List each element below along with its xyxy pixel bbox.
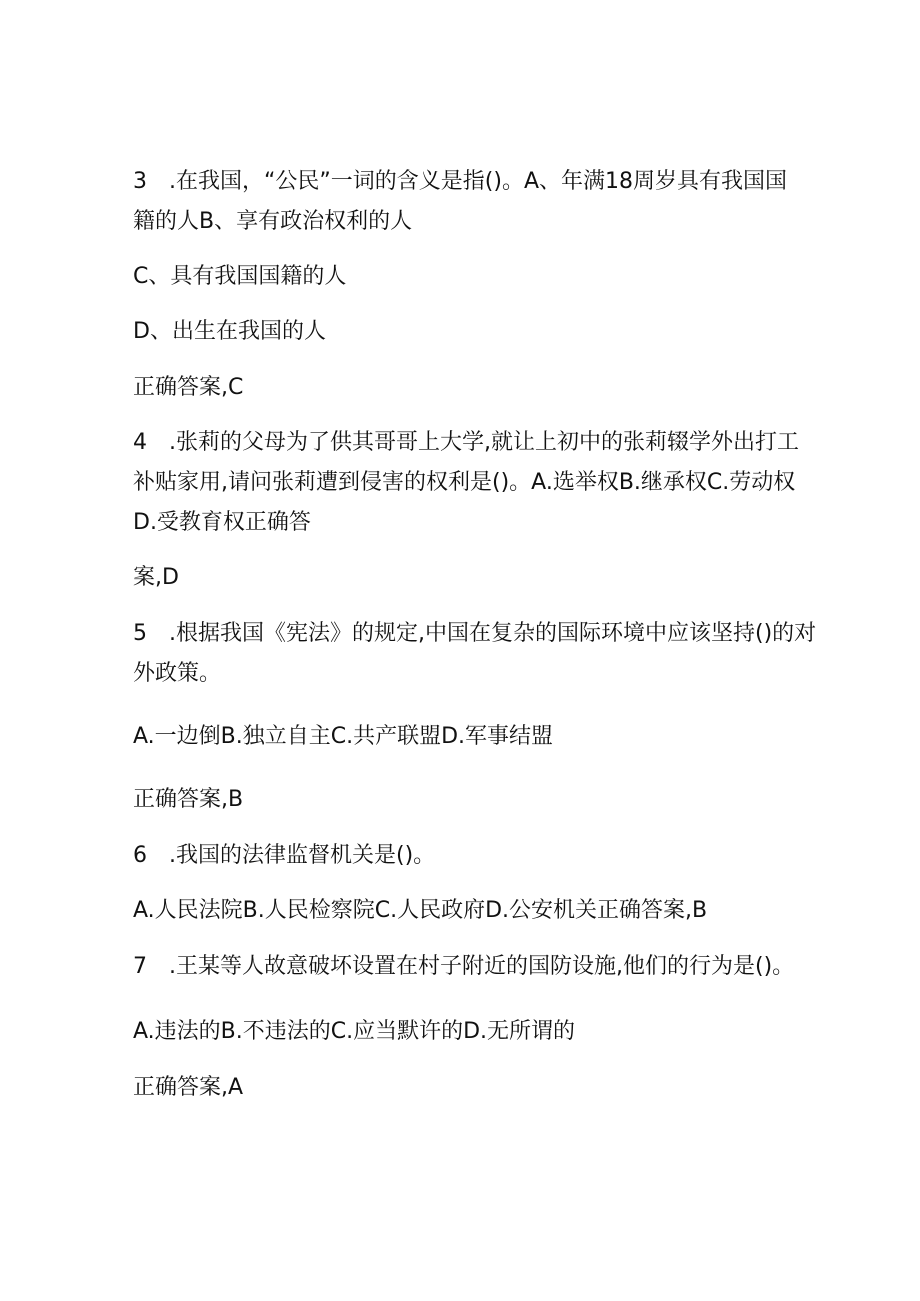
q7-options: A.违法的B.不违法的C.应当默许的D.无所谓的: [133, 1019, 576, 1044]
q3-question-line-1: 3 .在我国，“公民”一词的含义是指()。A、年满18周岁具有我国国: [133, 169, 787, 194]
q6-question: 6 .我国的法律监督机关是()。: [133, 843, 436, 868]
q3-answer: 正确答案,C: [133, 375, 244, 400]
q4-answer: 案,D: [133, 565, 179, 590]
q3-option-c: C、具有我国国籍的人: [133, 264, 347, 289]
q3-option-d: D、出生在我国的人: [133, 319, 326, 344]
q4-question-line-1: 4 .张莉的父母为了供其哥哥上大学,就让上初中的张莉辍学外出打工: [133, 430, 799, 455]
q5-options: A.一边倒B.独立自主C.共产联盟D.军事结盟: [133, 724, 554, 749]
q7-answer: 正确答案,A: [133, 1075, 244, 1100]
q5-question-line-2: 外政策。: [133, 661, 222, 686]
q6-options-answer: A.人民法院B.人民检察院C.人民政府D.公安机关正确答案,B: [133, 898, 708, 923]
q7-question: 7 .王某等人故意破坏设置在村子附近的国防设施,他们的行为是()。: [133, 954, 795, 979]
q4-question-line-2: 补贴家用,请问张莉遭到侵害的权利是()。A.选举权B.继承权C.劳动权: [133, 470, 796, 495]
q5-answer: 正确答案,B: [133, 787, 244, 812]
q4-question-line-3: D.受教育权正确答: [133, 510, 311, 535]
q3-question-line-2: 籍的人B、享有政治权利的人: [133, 209, 413, 234]
q5-question-line-1: 5 .根据我国《宪法》的规定,中国在复杂的国际环境中应该坚持()的对: [133, 621, 817, 646]
